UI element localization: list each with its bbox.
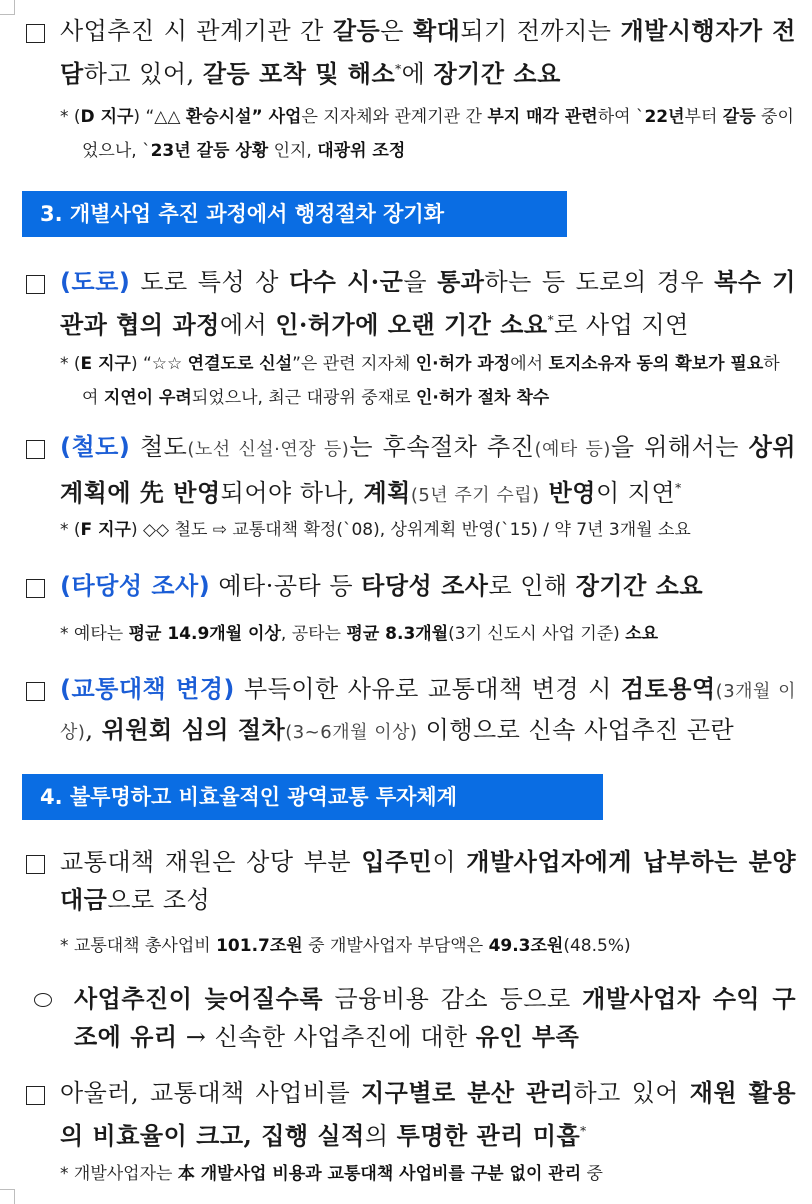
paragraph-text: 사업추진 시 관계기관 간 갈등은 확대되기 전까지는 개발시행자가 전담하고 있어, 갈등 포착 및 해소*에 장기간 소요 — [60, 16, 796, 88]
checkbox-bullet-icon — [26, 682, 45, 701]
paragraph-conflict — [26, 12, 796, 93]
paragraph-funding — [26, 843, 796, 919]
checkbox-bullet-icon — [26, 24, 45, 43]
checkbox-bullet-icon — [26, 579, 45, 598]
paragraph-text: 아울러, 교통대책 사업비를 지구별로 분산 관리하고 있어 재원 활용의 비효율이 크고, 집행 실적의 투명한 관리 미흡* — [60, 1078, 797, 1150]
paragraph-text: (교통대책 변경) 부득이한 사유로 교통대책 변경 시 검토용역(3개월 이상), 위원회 심의 절차(3~6개월 이상) 이행으로 신속 사업추진 곤란 — [60, 674, 796, 744]
note-funding-total: * 교통대책 총사업비 101.7조원 중 개발사업자 부담액은 49.3조원(48.5%) — [60, 936, 631, 956]
paragraph-management — [26, 1074, 796, 1155]
circle-bullet-icon — [34, 993, 52, 1007]
note-developer-management: * 개발사업자는 本 개발사업 비용과 교통대책 사업비를 구분 없이 관리 중 — [60, 1164, 603, 1184]
section-header-3: 3. 개별사업 추진 과정에서 행정절차 장기화 — [22, 191, 567, 237]
section-header-4: 4. 불투명하고 비효율적인 광역교통 투자체계 — [22, 774, 603, 820]
note-d-district: * (D 지구) “△△ 환승시설” 사업은 지자체와 관계기관 간 부지 매각 관련하여 `22년부터 갈등 중이었으나, `23년 갈등 상황 인지, 대광위 조정 — [60, 107, 794, 161]
paragraph-rail — [26, 428, 796, 515]
checkbox-bullet-icon — [26, 275, 45, 294]
note-f-district: * (F 지구) ◇◇ 철도 ⇨ 교통대책 확정(`08), 상위계획 반영(`15) / 약 7년 3개월 소요 — [60, 520, 691, 540]
note-feasibility-period: * 예타는 평균 14.9개월 이상, 공타는 평균 8.3개월(3기 신도시 사업 기준) 소요 — [60, 624, 659, 644]
checkbox-bullet-icon — [26, 440, 45, 459]
paragraph-text: (타당성 조사) 예타·공타 등 타당성 조사로 인해 장기간 소요 — [60, 571, 704, 600]
crop-mark-top-left — [0, 0, 15, 15]
note-e-district: * (E 지구) “☆☆ 연결도로 신설”은 관련 지자체 인·허가 과정에서 토지소유자 동의 확보가 필요하여 지연이 우려되었으나, 최근 대광위 중재로 인·허가 절차 착수 — [60, 354, 780, 408]
paragraph-incentive — [22, 980, 796, 1056]
paragraph-text: 사업추진이 늦어질수록 금융비용 감소 등으로 개발사업자 수익 구조에 유리 → 신속한 사업추진에 대한 유인 부족 — [74, 984, 797, 1051]
checkbox-bullet-icon — [26, 855, 45, 874]
paragraph-text: (도로) 도로 특성 상 다수 시·군을 통과하는 등 도로의 경우 복수 기관과 협의 과정에서 인·허가에 오랜 기간 소요*로 사업 지연 — [60, 267, 796, 339]
crop-mark-bottom-left — [0, 1189, 15, 1204]
paragraph-text: (철도) 철도(노선 신설·연장 등)는 후속절차 추진(예타 등)을 위해서는 상위계획에 先 반영되어야 하나, 계획(5년 주기 수립) 반영이 지연* — [60, 432, 797, 507]
paragraph-road — [26, 263, 796, 344]
checkbox-bullet-icon — [26, 1086, 45, 1105]
paragraph-text: 교통대책 재원은 상당 부분 입주민이 개발사업자에게 납부하는 분양 대금으로 조성 — [60, 847, 796, 914]
paragraph-plan-change — [26, 670, 796, 752]
paragraph-feasibility — [26, 567, 796, 605]
